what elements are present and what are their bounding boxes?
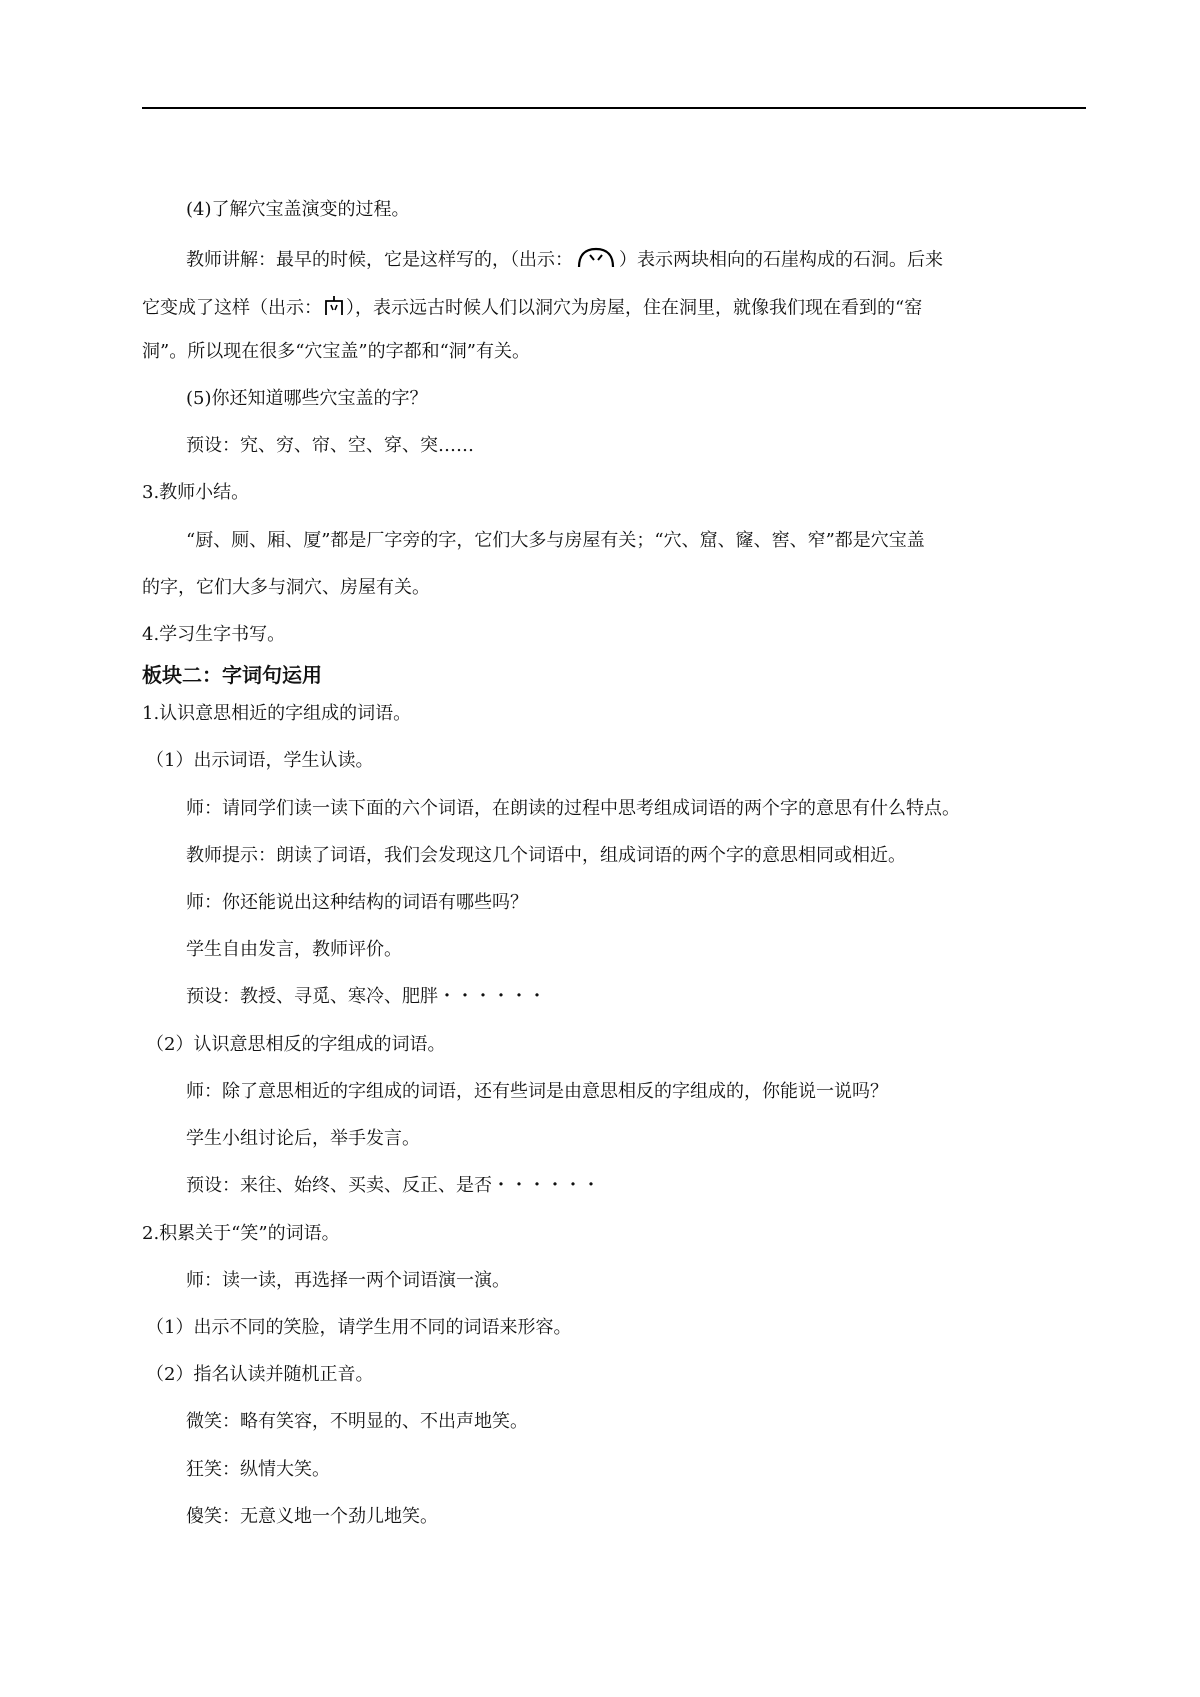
summary-line-2: 的字，它们大多与洞穴、房屋有关。 <box>142 577 430 598</box>
teacher-explanation-text-d: ），表示远古时候人们以洞穴为房屋，住在洞里，就像我们现在看到的“窑 <box>346 297 923 319</box>
teacher-explanation-text-a: 教师讲解：最早的时候，它是这样写的，（出示： <box>186 249 573 271</box>
item-2-sub-2: （2）指名认读并随机正音。 <box>146 1364 374 1385</box>
item-2-heading: 2.积累关于“笑”的词语。 <box>142 1223 340 1244</box>
definition-shaxiao: 傻笑：无意义地一个劲儿地笑。 <box>186 1506 438 1527</box>
step-5: (5)你还知道哪些穴宝盖的字？ <box>186 388 428 409</box>
teacher-question-2: 师：你还能说出这种结构的词语有哪些吗？ <box>186 892 528 913</box>
teacher-explanation-text-c: 它变成了这样（出示： <box>142 297 322 319</box>
section-4-heading: 4.学习生字书写。 <box>142 624 286 645</box>
teacher-instruction: 师：读一读，再选择一两个词语演一演。 <box>186 1270 510 1291</box>
block-2-title: 板块二：字词句运用 <box>142 663 322 687</box>
item-1-sub-2: （2）认识意思相反的字组成的词语。 <box>146 1034 446 1055</box>
cave-oracle-glyph-icon <box>573 245 619 276</box>
item-1-heading: 1.认识意思相近的字组成的词语。 <box>142 703 412 724</box>
student-activity-1: 学生自由发言，教师评价。 <box>186 939 402 960</box>
teacher-explanation-text-b: ）表示两块相向的石崖构成的石洞。后来 <box>619 249 943 271</box>
teacher-explanation-line-3: 洞”。所以现在很多“穴宝盖”的字都和“洞”有关。 <box>142 341 531 362</box>
cave-bronze-glyph-icon <box>322 293 346 324</box>
definition-weixiao: 微笑：略有笑容，不明显的、不出声地笑。 <box>186 1411 528 1432</box>
teacher-explanation-line-2 <box>142 293 922 324</box>
teacher-question-1: 师：请同学们读一读下面的六个词语，在朗读的过程中思考组成词语的两个字的意思有什么特点。 <box>186 798 960 819</box>
section-3-heading: 3.教师小结。 <box>142 482 250 503</box>
header-rule <box>142 107 1086 109</box>
item-1-sub-1: （1）出示词语，学生认读。 <box>146 750 374 771</box>
preset-answer-3: 预设：来往、始终、买卖、反正、是否・・・・・・ <box>186 1175 600 1196</box>
preset-answer-1: 预设：究、穷、帘、空、穿、突…… <box>186 435 474 456</box>
teacher-hint: 教师提示：朗读了词语，我们会发现这几个词语中，组成词语的两个字的意思相同或相近。 <box>186 845 906 866</box>
step-4: (4)了解穴宝盖演变的过程。 <box>186 199 410 220</box>
definition-kuangxiao: 狂笑：纵情大笑。 <box>186 1459 330 1480</box>
teacher-explanation-line-1 <box>186 245 943 276</box>
preset-answer-2: 预设：教授、寻觅、寒冷、肥胖・・・・・・ <box>186 986 546 1007</box>
teacher-question-3: 师：除了意思相近的字组成的词语，还有些词是由意思相反的字组成的，你能说一说吗？ <box>186 1081 888 1102</box>
summary-line-1: “厨、厕、厢、厦”都是厂字旁的字，它们大多与房屋有关；“穴、窟、窿、窖、窄”都是穴宝盖 <box>186 530 925 551</box>
item-2-sub-1: （1）出示不同的笑脸，请学生用不同的词语来形容。 <box>146 1317 572 1338</box>
student-activity-2: 学生小组讨论后，举手发言。 <box>186 1128 420 1149</box>
